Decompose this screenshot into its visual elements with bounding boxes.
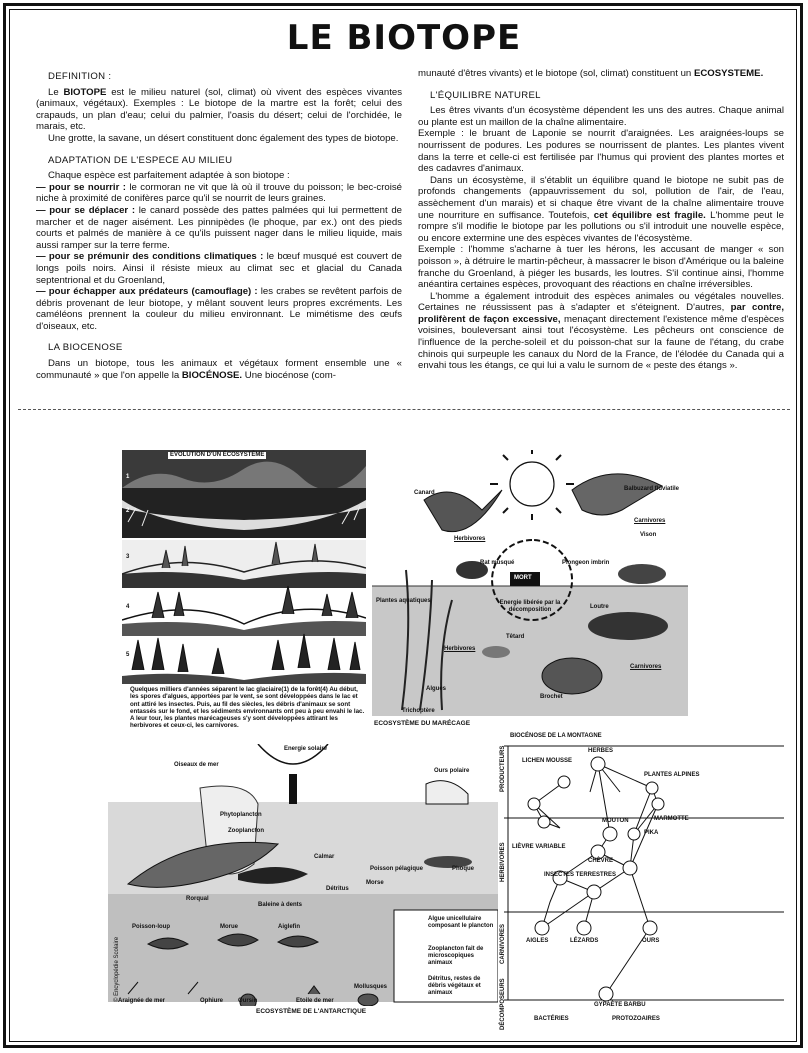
bear-drawing: [426, 781, 468, 804]
stage-number: 1: [126, 474, 130, 480]
node-aigles: [535, 921, 549, 935]
label-energie: Energie libérée par la décomposition: [499, 600, 561, 613]
section-divider: [18, 409, 790, 410]
label-tetard: Têtard: [506, 634, 525, 640]
node-mouton: [603, 827, 617, 841]
legend-algue: Algue unicellulaire composant le plancton: [428, 916, 494, 929]
evolution-title: ÉVOLUTION D'UN ÉCOSYSTÈME: [170, 452, 265, 458]
sun: [490, 450, 574, 520]
label-lichen: LICHEN MOUSSE: [522, 758, 573, 764]
stage-3-marsh: [122, 540, 366, 588]
label-zooplancton: Zooplancton: [228, 828, 264, 834]
node-insectes-2: [587, 885, 601, 899]
adaptation-item: — pour se nourrir : le cormoran ne vit que là où il trouve du poisson; le bec-croisé niche à proximité de conifères parce qu'il se nourrit de leurs graines.: [36, 181, 402, 205]
label-trichoptere: Trichoptère: [402, 708, 435, 714]
label-ours: OURS: [642, 938, 660, 944]
label-aigles: AIGLES: [526, 938, 549, 944]
equilibre-paragraph: Dans un écosystème, il s'établit un équilibre quand le biotope ne subit pas de profonds changements (appauvrissement du sol, pollution de l'air, de l'eau, assèchement d'un marais) et si chaque être vivant de la chaîne alimentaire trouve une nourriture en suffisance. Toutefois, cet équilibre est fragile. L'homme peut le rompre s'il modifie le biotope par les pollutions ou s'il introduit une nouvelle espèce, ou encore extermine une des espèces vivantes de l'écosystème.: [418, 174, 784, 244]
label-phytoplancton: Phytoplancton: [220, 812, 262, 818]
legend-zooplancton: Zooplancton fait de microscopiques animaux: [428, 946, 484, 966]
label-araignee: Araignée de mer: [118, 998, 166, 1004]
adaptation-heading: ADAPTATION DE L'ESPECE AU MILIEU: [48, 154, 233, 166]
label-rat-musque: Rat musqué: [480, 560, 515, 566]
tadpole-drawing: [482, 646, 510, 658]
definition-heading: DEFINITION :: [48, 71, 112, 82]
label-poisson-pelagique: Poisson pélagique: [370, 866, 424, 872]
antarctique-title: ECOSYSTÈME DE L'ANTARCTIQUE: [256, 1008, 367, 1015]
equilibre-paragraph: L'homme a également introduit des espèces animales ou végétales nouvelles. Certaines ne réussissent pas à s'adapter et s'éteignent. D'autres, par contre, prolifèrent de façon excessive, menaçant directement l'existence même d'espèces voisines, bouleversant ainsi tout l'écosystème. Les pêcheurs ont conscience de l'influence de la perche-soleil et du poisson-chat sur la faune de l'étang, du crabe chinois qui surpeuple les canaux du Nord de la France, de l'élodée du Canada qui a envahi tous les étangs, ce qui lui a valu le surnom de « peste des étangs ».: [418, 290, 784, 372]
label-aiglefin: Aiglefin: [278, 924, 300, 930]
montagne-figure: [500, 732, 784, 1032]
node-marmotte: [652, 798, 664, 810]
label-phoque: Phoque: [452, 866, 474, 872]
ecosysteme-continuation: munauté d'êtres vivants) et le biotope (sol, climat) constituent un ECOSYSTEME.: [418, 68, 764, 79]
stage-4-shrub: [122, 586, 366, 636]
equilibre-paragraph: Les êtres vivants d'un écosystème dépendent les uns des autres. Chaque animal ou plante est un maillon de la chaîne alimentaire.: [418, 105, 784, 128]
antarctique-figure: [108, 744, 498, 1006]
label-herbivores-low: Herbivores: [444, 646, 476, 652]
node-lichen: [558, 776, 570, 788]
level-producteurs: PRODUCTEURS: [500, 745, 506, 792]
label-mort: MORT: [514, 575, 532, 581]
equilibre-heading: L'ÉQUILIBRE NATUREL: [430, 89, 541, 101]
label-insectes: INSECTES TERRESTRES: [544, 872, 617, 878]
stage-number: 3: [126, 554, 130, 560]
left-column: [36, 68, 402, 381]
node-pika: [628, 828, 640, 840]
stage-number: 5: [126, 652, 130, 658]
level-carnivores: CARNIVORES: [500, 923, 506, 964]
biocenose-paragraph: Dans un biotope, tous les animaux et végétaux forment ensemble une « communauté » que l'on appelle la BIOCÉNOSE. Une biocénose (com-: [36, 358, 402, 381]
label-canard: Canard: [414, 490, 435, 496]
label-energie-solaire: Energie solaire: [284, 746, 328, 752]
stage-number: 4: [126, 604, 130, 610]
label-bacteries: BACTÉRIES: [534, 1016, 569, 1022]
label-plongeon: Plongeon imbrin: [562, 560, 610, 566]
definition-paragraph-2: Une grotte, la savane, un désert constituent donc également des types de biotope.: [48, 132, 399, 144]
duck-drawing: [424, 490, 502, 532]
label-ours-polaire: Ours polaire: [434, 768, 470, 774]
label-morse: Morse: [366, 880, 384, 886]
label-calmar: Calmar: [314, 854, 335, 860]
copyright-text: © Encyclopédie Scolaire: [114, 936, 120, 1002]
biocenose-heading: LA BIOCENOSE: [48, 342, 123, 354]
label-herbivores: Herbivores: [454, 536, 486, 542]
marecage-title: ECOSYSTÈME DU MARÉCAGE: [374, 720, 471, 727]
equilibre-paragraph: Exemple : le bruant de Laponie se nourrit d'araignées. Les araignées-loups se nourrissent de podures. Les podures se nourrissent de plantes. Les plantes vivent dans la terre et celle-ci est fertilisée par l'humus qui provient des plantes mortes et des cadavres d'animaux.: [418, 128, 784, 175]
node-insectes-3: [623, 861, 637, 875]
stage-5-forest: [122, 634, 366, 684]
label-lievre: LIÈVRE VARIABLE: [512, 844, 566, 850]
label-mollusques: Mollusques: [354, 984, 388, 990]
adaptation-intro: Chaque espèce est parfaitement adaptée à son biotope :: [48, 170, 290, 182]
osprey-drawing: [572, 474, 662, 515]
label-etoile: Etoile de mer: [296, 998, 334, 1004]
label-baleine: Baleine à dents: [258, 902, 303, 908]
node-chevre: [591, 845, 605, 859]
montagne-title: BIOCÉNOSE DE LA MONTAGNE: [510, 733, 602, 739]
label-marmotte: MARMOTTE: [654, 816, 689, 822]
label-detritus: Détritus: [326, 886, 349, 892]
label-lezards: LÉZARDS: [570, 938, 599, 944]
stage-number: 2: [126, 508, 130, 514]
label-balbuzard: Balbuzard fluviatile: [624, 486, 680, 492]
label-plantes-aquatiques: Plantes aquatiques: [376, 598, 431, 604]
sun-antarctique: [258, 744, 328, 804]
label-morue: Morue: [220, 924, 238, 930]
node-gypaete: [599, 987, 613, 1001]
label-protozoaires: PROTOZOAIRES: [612, 1016, 660, 1022]
mink-drawing: [618, 564, 666, 584]
label-oursin: Oursin: [238, 998, 258, 1004]
label-chevre: CHÈVRE: [588, 858, 614, 864]
node-lievre: [538, 816, 550, 828]
node-plantes: [646, 782, 658, 794]
node-lichen-sub: [528, 798, 540, 810]
label-carnivores-low: Carnivores: [630, 664, 662, 670]
label-algues: Algues: [426, 686, 447, 692]
otter-drawing: [588, 612, 668, 640]
label-oiseaux: Oiseaux de mer: [174, 762, 219, 768]
evolution-figure: [122, 448, 366, 686]
pike-drawing: [542, 658, 602, 694]
stage-2-pond: [122, 492, 366, 538]
level-decomposeurs: DÉCOMPOSEURS: [500, 978, 506, 1030]
label-mouton: MOUTON: [602, 818, 629, 824]
label-plantes: PLANTES ALPINES: [644, 772, 700, 778]
adaptation-item: — pour se déplacer : le canard possède des pattes palmées qui lui permettent de marcher et de nager aisément. Les pinnipèdes (le phoque, par ex.) ont des pieds courts et palmés de manière à ce qu'ils puissent nager dans le milieu liquide, mais aussi ramper sur la terre ferme.: [36, 204, 402, 251]
equilibre-paragraph: Exemple : l'homme s'acharne à tuer les hérons, les accusant de manger « son poisson », à détruire le martin-pêcheur, à massacrer le bison d'Amérique ou la baleine franche du Groenland, à piéger les busards, les loutres. S'il continue ainsi, l'homme anéantira certaines espèces, provoquant des réactions en chaîne irréversibles.: [418, 244, 784, 291]
label-ophiure: Ophiure: [200, 998, 224, 1004]
label-herbes: HERBES: [588, 748, 614, 754]
page-title: LE BIOTOPE: [286, 18, 522, 58]
adaptation-item: — pour échapper aux prédateurs (camouflage) : les crabes se revêtent parfois de débris provenant de leur biotope, y mêlant souvent leurs propres excréments. Les caméléons prennent la couleur du milieu environnant. Le mimétisme des œufs d'oiseaux, etc.: [36, 286, 402, 332]
label-poisson-loup: Poisson-loup: [132, 924, 170, 930]
label-pika: PIKA: [644, 830, 659, 836]
evolution-caption: Quelques milliers d'années séparent le lac glaciaire(1) de la forêt(4) Au début, les spores d'algues, apportées par le vent, se sont développées dans le lac et ont attiré les insectes. Puis, au fil des siècles, les débris d'animaux se sont entassés sur le fond, et les sédiments environnants ont peu à peu envahi le lac. A leur tour, les plantes marécageuses s'y sont développées attirant les herbivores et ceux-ci, les carnivores.: [130, 686, 365, 730]
node-ours: [643, 921, 657, 935]
level-herbivores: HERBIVORES: [500, 842, 506, 882]
label-brochet: Brochet: [540, 694, 563, 700]
node-lezards: [577, 921, 591, 935]
evolution-illustration: [122, 448, 366, 686]
label-loutre: Loutre: [590, 604, 609, 610]
right-column: [418, 68, 784, 372]
label-vison: Vison: [640, 532, 657, 538]
label-carnivores: Carnivores: [634, 518, 666, 524]
marecage-figure: [372, 450, 688, 720]
label-gypaete: GYPAÈTE BARBU: [594, 1002, 646, 1008]
legend-detritus: Détritus, restes de débris végétaux et animaux: [428, 976, 481, 996]
definition-paragraph: Le BIOTOPE est le milieu naturel (sol, climat) où vivent des espèces vivantes (animaux, végétaux). Exemples : Le biotope de la martre est la forêt; celui des crapauds, un plan d'eau; celui du palmier, l'oasis du désert; celui de l'orchidée, le marais, etc.: [36, 86, 402, 133]
adaptation-item: — pour se prémunir des conditions climatiques : le bœuf musqué est couvert de longs poils noirs. Ainsi il résiste mieux au climat sec et glacial du Canada septentrional et du Groenland,: [36, 251, 403, 286]
node-herbes: [591, 757, 605, 771]
label-rorqual: Rorqual: [186, 896, 209, 902]
